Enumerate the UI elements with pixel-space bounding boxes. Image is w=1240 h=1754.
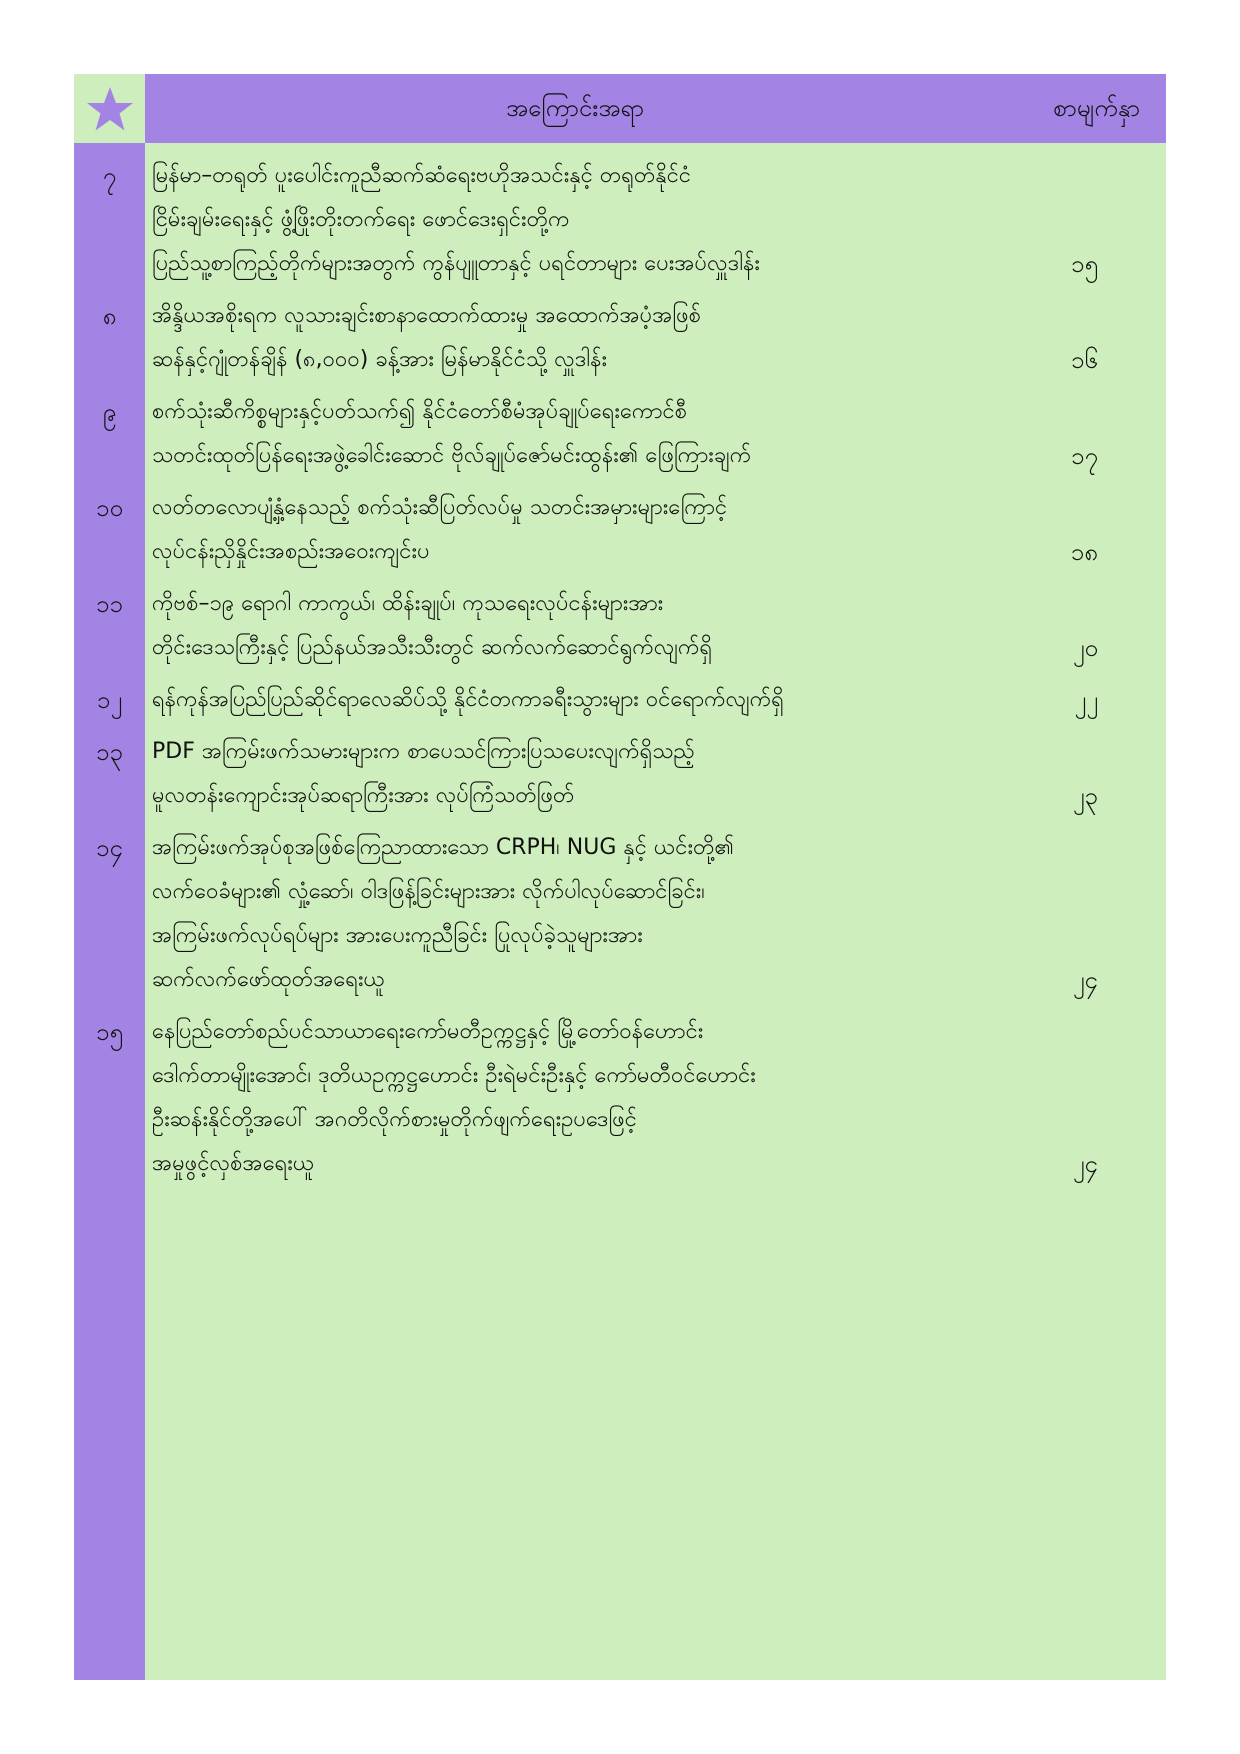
item-page: ၂၄ xyxy=(1072,1150,1098,1178)
item-title-line: PDF အကြမ်းဖက်သမားများက စာပေသင်ကြားပြသပေးလျက်ရှိသည့် xyxy=(152,739,695,764)
item-page: ၁၅ xyxy=(1071,250,1098,278)
item-title-line: အိန္ဒိယအစိုးရက လူသားချင်းစာနာထောက်ထားမှု အထောက်အပံ့အဖြစ် xyxy=(152,303,702,328)
item-number: ၁၃ xyxy=(96,738,123,766)
item-number: ၁၂ xyxy=(96,686,123,714)
item-page: ၁၆ xyxy=(1071,346,1098,374)
item-title-line: ပြည်သူ့စာကြည့်တိုက်များအတွက် ကွန်ပျူတာနှင့် ပရင်တာများ ပေးအပ်လှူဒါန်း xyxy=(152,251,760,276)
item-number: ၁၄ xyxy=(96,834,123,862)
item-title-line: ဦးဆန်းနိုင်တို့အပေါ် အဂတိလိုက်စားမှုတိုက်ဖျက်ရေးဥပဒေဖြင့် xyxy=(152,1107,637,1132)
list-item xyxy=(74,154,1166,286)
item-title xyxy=(152,486,1012,574)
item-title-line: ဆန်နှင့်ဂျုံတန်ချိန် (၈,၀၀၀) ခန့်အား မြန်မာနိုင်ငံသို့ လှူဒါန်း xyxy=(152,347,608,372)
list-item xyxy=(74,486,1166,574)
list-item xyxy=(74,730,1166,818)
item-title xyxy=(152,730,1012,818)
item-title-line: အကြမ်းဖက်အုပ်စုအဖြစ်ကြေညာထားသော CRPH၊ NUG နှင့် ယင်းတို့၏ xyxy=(152,835,735,860)
item-title xyxy=(152,154,1012,286)
item-page: ၁၈ xyxy=(1070,538,1098,566)
item-title-line: လုပ်ငန်းညှိနှိုင်းအစည်းအဝေးကျင်းပ xyxy=(152,539,430,564)
item-page: ၂၄ xyxy=(1072,966,1098,994)
item-title xyxy=(152,678,1012,722)
item-title-line: ဆက်လက်ဖော်ထုတ်အရေးယူ xyxy=(152,967,385,992)
list-item xyxy=(74,826,1166,1002)
item-title xyxy=(152,1010,1012,1186)
header-star-cell xyxy=(74,74,145,143)
item-title xyxy=(152,826,1012,1002)
item-title-line: လက်ဝေခံများ၏ လှုံ့ဆော်၊ ဝါဒဖြန့်ခြင်းများအား လိုက်ပါလုပ်ဆောင်ခြင်း၊ xyxy=(152,879,705,904)
item-title-line: အကြမ်းဖက်လုပ်ရပ်များ အားပေးကူညီခြင်း ပြုလုပ်ခဲ့သူများအား xyxy=(152,923,643,948)
table-header xyxy=(145,74,1166,143)
item-title-line: ကိုဗစ်–၁၉ ရောဂါ ကာကွယ်၊ ထိန်းချုပ်၊ ကုသရေးလုပ်ငန်းများအား xyxy=(152,591,664,616)
item-page: ၁၇ xyxy=(1071,442,1098,470)
item-title-line: စက်သုံးဆီကိစ္စများနှင့်ပတ်သက်၍ နိုင်ငံတော်စီမံအုပ်ချုပ်ရေးကောင်စီ xyxy=(152,399,688,424)
header-page-label: စာမျက်နှာ xyxy=(1053,94,1140,122)
list-item xyxy=(74,1010,1166,1186)
item-title-line: သတင်းထုတ်ပြန်ရေးအဖွဲ့ခေါင်းဆောင် ဗိုလ်ချုပ်ဇော်မင်းထွန်း၏ ဖြေကြားချက် xyxy=(152,443,752,468)
item-title-line: အမှုဖွင့်လှစ်အရေးယူ xyxy=(152,1151,315,1176)
list-item xyxy=(74,390,1166,478)
header-title: အကြောင်းအရာ xyxy=(506,94,644,122)
item-title-line: ဒေါက်တာမျိုးအောင်၊ ဒုတိယဥက္ကဋ္ဌဟောင်း ဦးရဲမင်းဦးနှင့် ကော်မတီဝင်ဟောင်း xyxy=(152,1063,756,1088)
contents-list xyxy=(74,154,1166,1194)
list-item xyxy=(74,678,1166,722)
item-number: ၁၀ xyxy=(96,494,123,522)
star-icon xyxy=(86,86,134,132)
item-page: ၂၂ xyxy=(1074,686,1098,714)
item-number: ၁၁ xyxy=(96,590,123,618)
item-number: ၉ xyxy=(102,398,117,426)
item-title-line: ရန်ကုန်အပြည်ပြည်ဆိုင်ရာလေဆိပ်သို့ နိုင်ငံတကာခရီးသွားများ ဝင်ရောက်လျက်ရှိ xyxy=(152,687,784,712)
contents-page xyxy=(74,74,1166,1680)
item-page: ၂၃ xyxy=(1072,782,1098,810)
item-title xyxy=(152,390,1012,478)
item-number: ၇ xyxy=(102,162,117,190)
item-title xyxy=(152,582,1012,670)
item-title-line: ငြိမ်းချမ်းရေးနှင့် ဖွံ့ဖြိုးတိုးတက်ရေး ဖောင်ဒေးရှင်းတို့က xyxy=(152,207,570,232)
item-title-line: လတ်တလောပျံ့နှံ့နေသည့် စက်သုံးဆီပြတ်လပ်မှု သတင်းအမှားများကြောင့် xyxy=(152,495,728,520)
list-item xyxy=(74,294,1166,382)
item-title-line: မူလတန်းကျောင်းအုပ်ဆရာကြီးအား လုပ်ကြံသတ်ဖြတ် xyxy=(152,783,575,808)
item-title-line: တိုင်းဒေသကြီးနှင့် ပြည်နယ်အသီးသီးတွင် ဆက်လက်ဆောင်ရွက်လျက်ရှိ xyxy=(152,635,713,660)
item-number: ၈ xyxy=(102,302,117,330)
list-item xyxy=(74,582,1166,670)
item-number: ၁၅ xyxy=(96,1018,123,1046)
item-title-line: မြန်မာ–တရုတ် ပူးပေါင်းကူညီဆက်ဆံရေးဗဟိုအသင်းနှင့် တရုတ်နိုင်ငံ xyxy=(152,163,692,188)
item-title xyxy=(152,294,1012,382)
item-title-line: နေပြည်တော်စည်ပင်သာယာရေးကော်မတီဥက္ကဋ္ဌနှင့် မြို့တော်ဝန်ဟောင်း xyxy=(152,1019,704,1044)
item-page: ၂၀ xyxy=(1072,634,1098,662)
